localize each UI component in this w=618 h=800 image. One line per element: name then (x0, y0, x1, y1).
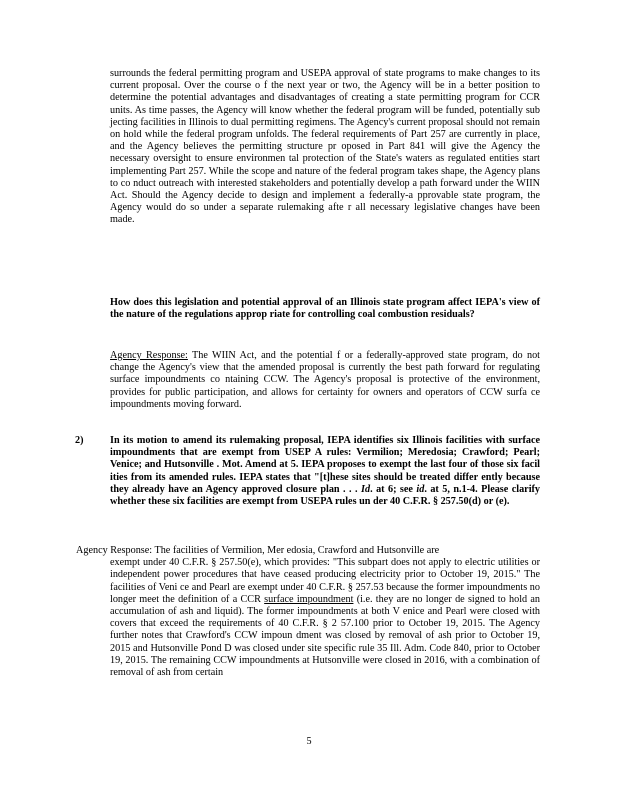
question-2-number: 2) (75, 435, 84, 446)
question-2-text-a: with surface impoundments that are exempt from USEP A rules: Vermilion; Meredosia; Crawford; Pearl; Venice; and Hutsonville . Mot. Amend at 5. IEPA proposes to exempt the last four of those six facil ities from its amended rules. IEPA states that "[t]hese sites should be treated differ ently because they already have an Agency approved closure plan . . . (110, 435, 541, 495)
answer-2-first-line: Agency Response: The facilities of Vermilion, Mer edosia, Crawford and Hutsonville are (76, 545, 440, 556)
question-1: How does this legislation and potential approval of an Illinois state program affect IEPA's view of the nature of the regulations approp riate for controlling coal combustion residuals? (110, 297, 540, 321)
answer-1 (110, 350, 540, 411)
intro-paragraph: surrounds the federal permitting program and USEPA approval of state programs to make changes to its current proposal. Over the course o f the next year or two, the Agency will be in a better position to determine the potential advantages and disadvantages of creating a state permitting program for CCR units. As time passes, the Agency will know whether the federal program will be funded, potentially sub jecting facilities in Illinois to dual permitting regimens. The Agency's current proposal should not remain on hold while the federal program unfolds. The federal requirements of Part 257 are currently in place, and the Agency believes the permitting structure pr oposed in Part 841 will give the Agency the necessary oversight to ensure environmen tal protection of the State's waters as regulated entities start implementing Part 257. While the scope and nature of the federal program takes shape, the Agency plans to co nduct outreach with interested stakeholders and potentially develop a path forward under the WIIN Act. Should the Agency decide to design and implement a federally-a pprovable state program, the Agency would do so under a separate rulemaking afte r all necessary legislative changes have been made. (110, 68, 540, 226)
page-number: 5 (306, 736, 312, 747)
question-2-text-b: . at 6; see (370, 483, 413, 495)
question-2-first-line: In its motion to amend its rulemaking proposal, IEPA identifies six Illinois facilities (110, 435, 483, 446)
answer-1-label: Agency Response: (110, 350, 188, 361)
answer-2-text-a: exempt under 40 C.F.R. § 257.50(e), which provides: "This subpart does not apply to electric utilities or independent power procedures that have ceased producing electricity prior to October 19, 2015." The facilities of Veni ce and Pearl are exempt under 40 C.F.R. § 257.53 because the former impoundments no longer meet the definition of a CCR (110, 557, 540, 605)
answer-2 (76, 545, 540, 679)
question-2-cite-id-2: id (416, 483, 425, 495)
answer-2-underlined-term: surface impoundment (264, 593, 354, 605)
answer-1-text: The WIIN Act, and the potential f or a federally-approved state program, do not change the Agency's view that the amended proposal is currently the best path forward for regulating surface impoundments co ntaining CCW. The Agency's proposal is protective of the environment, provides for public participation, and allows for certainty for owners and operators of CCW surfa ce impoundments moving forward. (110, 350, 540, 410)
question-2 (75, 435, 541, 508)
answer-2-body (76, 557, 540, 679)
question-2-cite-id: Id (361, 483, 371, 495)
answer-2-text-b: (i.e. they are no longer de signed to hold an accumulation of ash and liquid). The former impoundments at both V enice and Pearl were closed with covers that exceed the requirements of 40 C.F.R. § 2 57.100 prior to October 19, 2015. The Agency further notes that Crawford's CCW impoun dment was closed by removal of ash prior to October 19, 2015 and Hutsonville Pond D was closed under site specific rule 35 Ill. Adm. Code 840, prior to October 19, 2015. The remaining CCW impoundments at Hutsonville were closed in 2016, with a combination of removal of ash from certain (110, 593, 540, 679)
question-2-text-c: . at 5, n.1-4. Please clarify whether these six facilities are exempt from USEPA rules un der 40 C.F.R. § 257.50(d) or (e). (110, 483, 541, 508)
question-2-body (95, 435, 540, 508)
